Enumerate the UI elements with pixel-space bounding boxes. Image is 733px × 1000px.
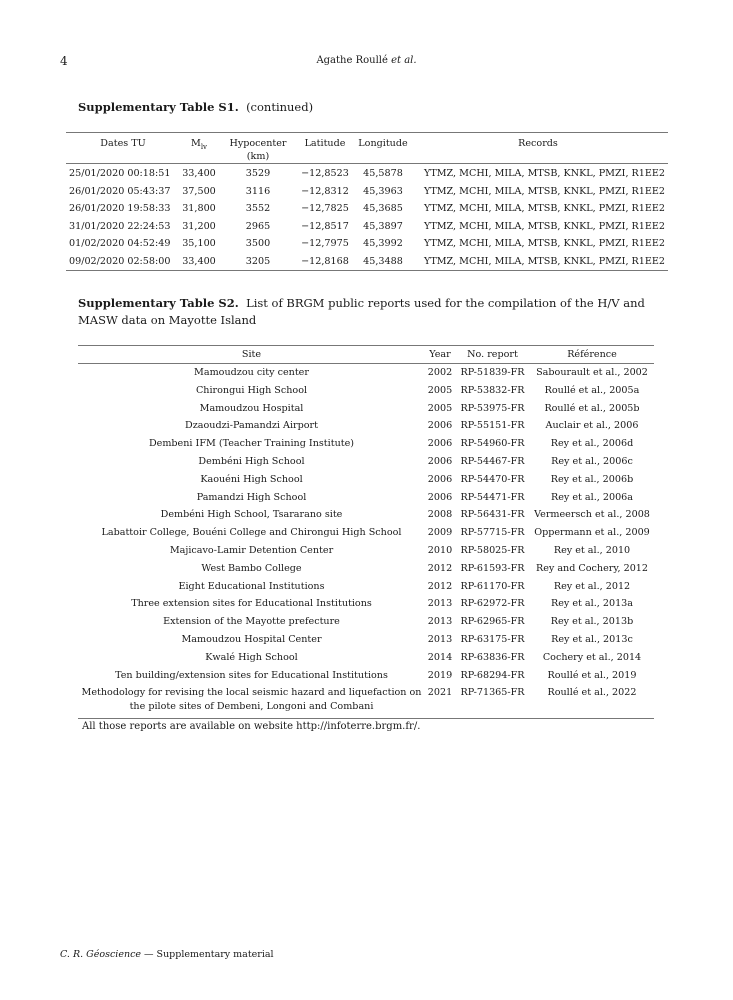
table-row [78,471,654,489]
cell-date: 25/01/2020 00:18:51 [69,168,171,179]
col-longitude: Longitude [355,133,411,164]
col-mlv-sub: lv [200,142,208,151]
table-s1-caption [78,99,313,116]
table-row [78,524,654,542]
cell-latitude: −12,7825 [301,203,349,214]
cell-site: Kwalé High School [205,651,298,663]
journal-name: C. R. Géoscience [60,949,142,960]
cell-hypocenter: 3500 [245,238,271,249]
cell-records: YTMZ, MCHI, MILA, MTSB, KNKL, PMZI, R1EE2 [424,168,665,179]
page-number: 4 [60,54,68,68]
cell-report: RP-63175-FR [460,633,525,645]
cell-year: 2012 [427,562,453,574]
table-row [66,235,668,253]
cell-reference: Sabourault et al., 2002 [536,367,648,378]
cell-year: 2012 [427,580,453,592]
col-hypocenter-label: Hypocenter [229,138,287,149]
cell-reference: Rey et al., 2013a [550,598,634,610]
cell-longitude: 45,5878 [363,168,403,179]
cell-reference: Rey et al., 2006c [551,455,633,467]
cell-year: 2006 [427,420,453,432]
cell-reference: Rey et al., 2006b [550,473,634,485]
cell-site: Dzaoudzi-Pamandzi Airport [185,420,318,432]
cell-site: Mamoudzou Hospital Center [181,633,322,645]
table-s2-caption [78,295,668,329]
cell-report: RP-61170-FR [460,580,525,592]
table-row [78,649,654,667]
table-row [66,164,668,183]
cell-reference: Auclair et al., 2006 [545,420,639,432]
cell-report: RP-57715-FR [460,527,525,539]
table-header-row [66,133,668,164]
table-row [66,200,668,218]
cell-report: RP-58025-FR [460,544,525,556]
table-row [78,453,654,471]
table-row [78,364,654,382]
cell-report: RP-54467-FR [460,455,525,467]
col-mlv-label: M [190,138,201,149]
table-row [78,595,654,613]
table-row [78,542,654,560]
table-row [66,218,668,236]
author-name: Agathe Roullé [316,55,388,66]
cell-reference: Vermeersch et al., 2008 [534,509,650,521]
cell-report: RP-55151-FR [460,420,525,432]
table-s1 [66,132,668,271]
cell-report: RP-53975-FR [460,402,525,414]
cell-records: YTMZ, MCHI, MILA, MTSB, KNKL, PMZI, R1EE2 [424,220,665,232]
cell-hypocenter: 3205 [245,255,271,267]
cell-mlv: 33,400 [182,255,216,267]
cell-report: RP-56431-FR [460,509,525,521]
table-row [78,435,654,453]
cell-site: Kaouéni High School [200,473,303,485]
cell-reference: Rey et al., 2013c [551,633,633,645]
cell-records: YTMZ, MCHI, MILA, MTSB, KNKL, PMZI, R1EE2 [424,255,665,267]
cell-longitude: 45,3963 [363,185,403,197]
table-row [78,560,654,578]
cell-mlv: 33,400 [182,168,216,179]
col-dates: Dates TU [66,133,177,164]
col-report: No. report [455,346,530,364]
cell-reference: Rey et al., 2010 [553,544,631,556]
cell-year: 2013 [427,633,453,645]
col-reference: Référence [530,346,654,364]
cell-site: Dembeni IFM (Teacher Training Institute) [148,438,355,450]
cell-year: 2006 [427,438,453,450]
cell-report: RP-63836-FR [460,651,525,663]
cell-mlv: 31,200 [182,220,216,232]
table-s2-note: All those reports are available on website http://infoterre.brgm.fr/. [82,721,421,732]
cell-report: RP-68294-FR [460,669,525,681]
col-records: Records [411,133,668,164]
cell-year: 2009 [427,527,453,539]
cell-site: Pamandzi High School [196,491,307,503]
cell-report: RP-53832-FR [460,384,525,396]
table-row [78,506,654,524]
cell-site: Eight Educational Institutions [178,580,325,592]
cell-reference: Oppermann et al., 2009 [534,527,650,539]
running-head [0,55,733,66]
table-row [78,417,654,435]
cell-site: Labattoir College, Bouéni College and Chirongui High School [101,527,402,539]
cell-year: 2005 [427,402,453,414]
cell-records: YTMZ, MCHI, MILA, MTSB, KNKL, PMZI, R1EE2 [424,238,665,249]
cell-report: RP-71365-FR [460,687,525,699]
cell-year: 2019 [427,669,453,681]
cell-year: 2005 [427,384,453,396]
table-s2 [78,345,654,719]
table-s2-label: Supplementary Table S2. [78,296,239,310]
cell-longitude: 45,3488 [363,255,403,267]
cell-year: 2021 [427,687,453,699]
table-header-row [78,346,654,364]
cell-records: YTMZ, MCHI, MILA, MTSB, KNKL, PMZI, R1EE2 [424,185,665,197]
cell-reference: Roullé et al., 2005a [544,384,640,396]
cell-year: 2010 [427,544,453,556]
col-hypocenter-unit: (km) [246,151,270,162]
col-latitude: Latitude [295,133,355,164]
cell-records: YTMZ, MCHI, MILA, MTSB, KNKL, PMZI, R1EE2 [424,203,665,214]
table-row [78,667,654,685]
cell-hypocenter: 3529 [245,168,271,179]
cell-site: West Bambo College [201,562,302,574]
cell-site: Dembéni High School, Tsararano site [160,509,343,521]
cell-mlv: 31,800 [182,203,216,214]
cell-year: 2002 [427,367,453,378]
cell-site: Majicavo-Lamir Detention Center [169,544,334,556]
cell-mlv: 37,500 [182,185,216,197]
cell-report: RP-62972-FR [460,598,525,610]
cell-site: Methodology for revising the local seismic hazard and liquefaction on the pilote sites of Dembeni, Longoni and Combani [81,687,422,713]
cell-year: 2013 [427,598,453,610]
cell-report: RP-61593-FR [460,562,525,574]
cell-report: RP-51839-FR [460,367,525,378]
cell-site: Chirongui High School [195,384,308,396]
cell-latitude: −12,8168 [301,255,349,267]
cell-site: Dembéni High School [198,455,305,467]
cell-reference: Rey et al., 2006a [550,491,634,503]
cell-year: 2008 [427,509,453,521]
cell-reference: Roullé et al., 2019 [547,669,637,681]
cell-report: RP-54960-FR [460,438,525,450]
cell-mlv: 35,100 [182,238,216,249]
table-s2-caption-text: List of BRGM public reports used for the compilation of the H/V and MASW data on Mayotte Island [78,296,645,327]
cell-latitude: −12,8312 [301,185,349,197]
cell-year: 2014 [427,651,453,663]
table-s1-label: Supplementary Table S1. [78,100,239,114]
table-row [78,684,654,719]
table-row [66,183,668,201]
cell-site: Ten building/extension sites for Educational Institutions [115,669,388,681]
cell-date: 26/01/2020 19:58:33 [69,203,171,214]
cell-longitude: 45,3685 [363,203,403,214]
author-suffix: et al. [391,55,417,66]
cell-year: 2006 [427,473,453,485]
table-row [78,400,654,418]
cell-year: 2013 [427,616,453,628]
cell-report: RP-62965-FR [460,616,525,628]
cell-date: 26/01/2020 05:43:37 [69,185,171,197]
cell-latitude: −12,8517 [301,220,349,232]
cell-year: 2006 [427,455,453,467]
cell-year: 2006 [427,491,453,503]
cell-latitude: −12,8523 [301,168,349,179]
cell-site: Mamoudzou city center [194,367,309,378]
cell-date: 01/02/2020 04:52:49 [69,238,171,249]
col-site: Site [78,346,425,364]
cell-reference: Roullé et al., 2022 [547,687,637,699]
cell-reference: Cochery et al., 2014 [542,651,642,663]
cell-reference: Rey et al., 2006d [550,438,634,450]
cell-longitude: 45,3897 [363,220,403,232]
table-row [78,631,654,649]
table-row [78,613,654,631]
col-year: Year [425,346,455,364]
cell-reference: Rey and Cochery, 2012 [535,562,649,574]
page-footer [60,949,274,960]
table-s1-caption-text: (continued) [246,100,314,114]
footer-text: — Supplementary material [141,949,274,960]
table-row [78,382,654,400]
cell-site: Extension of the Mayotte prefecture [163,616,340,628]
cell-latitude: −12,7975 [301,238,349,249]
cell-hypocenter: 2965 [245,220,271,232]
cell-date: 09/02/2020 02:58:00 [69,255,171,267]
table-row [78,489,654,507]
cell-longitude: 45,3992 [363,238,403,249]
cell-reference: Rey et al., 2012 [553,580,631,592]
col-mlv [177,133,221,164]
cell-date: 31/01/2020 22:24:53 [69,220,171,232]
table-row [78,578,654,596]
cell-report: RP-54470-FR [460,473,525,485]
cell-site: Mamoudzou Hospital [199,402,304,414]
col-hypocenter [221,133,295,164]
cell-reference: Roullé et al., 2005b [544,402,640,414]
cell-hypocenter: 3116 [245,185,271,197]
cell-hypocenter: 3552 [245,203,271,214]
cell-site: Three extension sites for Educational Institutions [131,598,372,610]
table-row [66,253,668,271]
cell-report: RP-54471-FR [460,491,525,503]
cell-reference: Rey et al., 2013b [550,616,634,628]
